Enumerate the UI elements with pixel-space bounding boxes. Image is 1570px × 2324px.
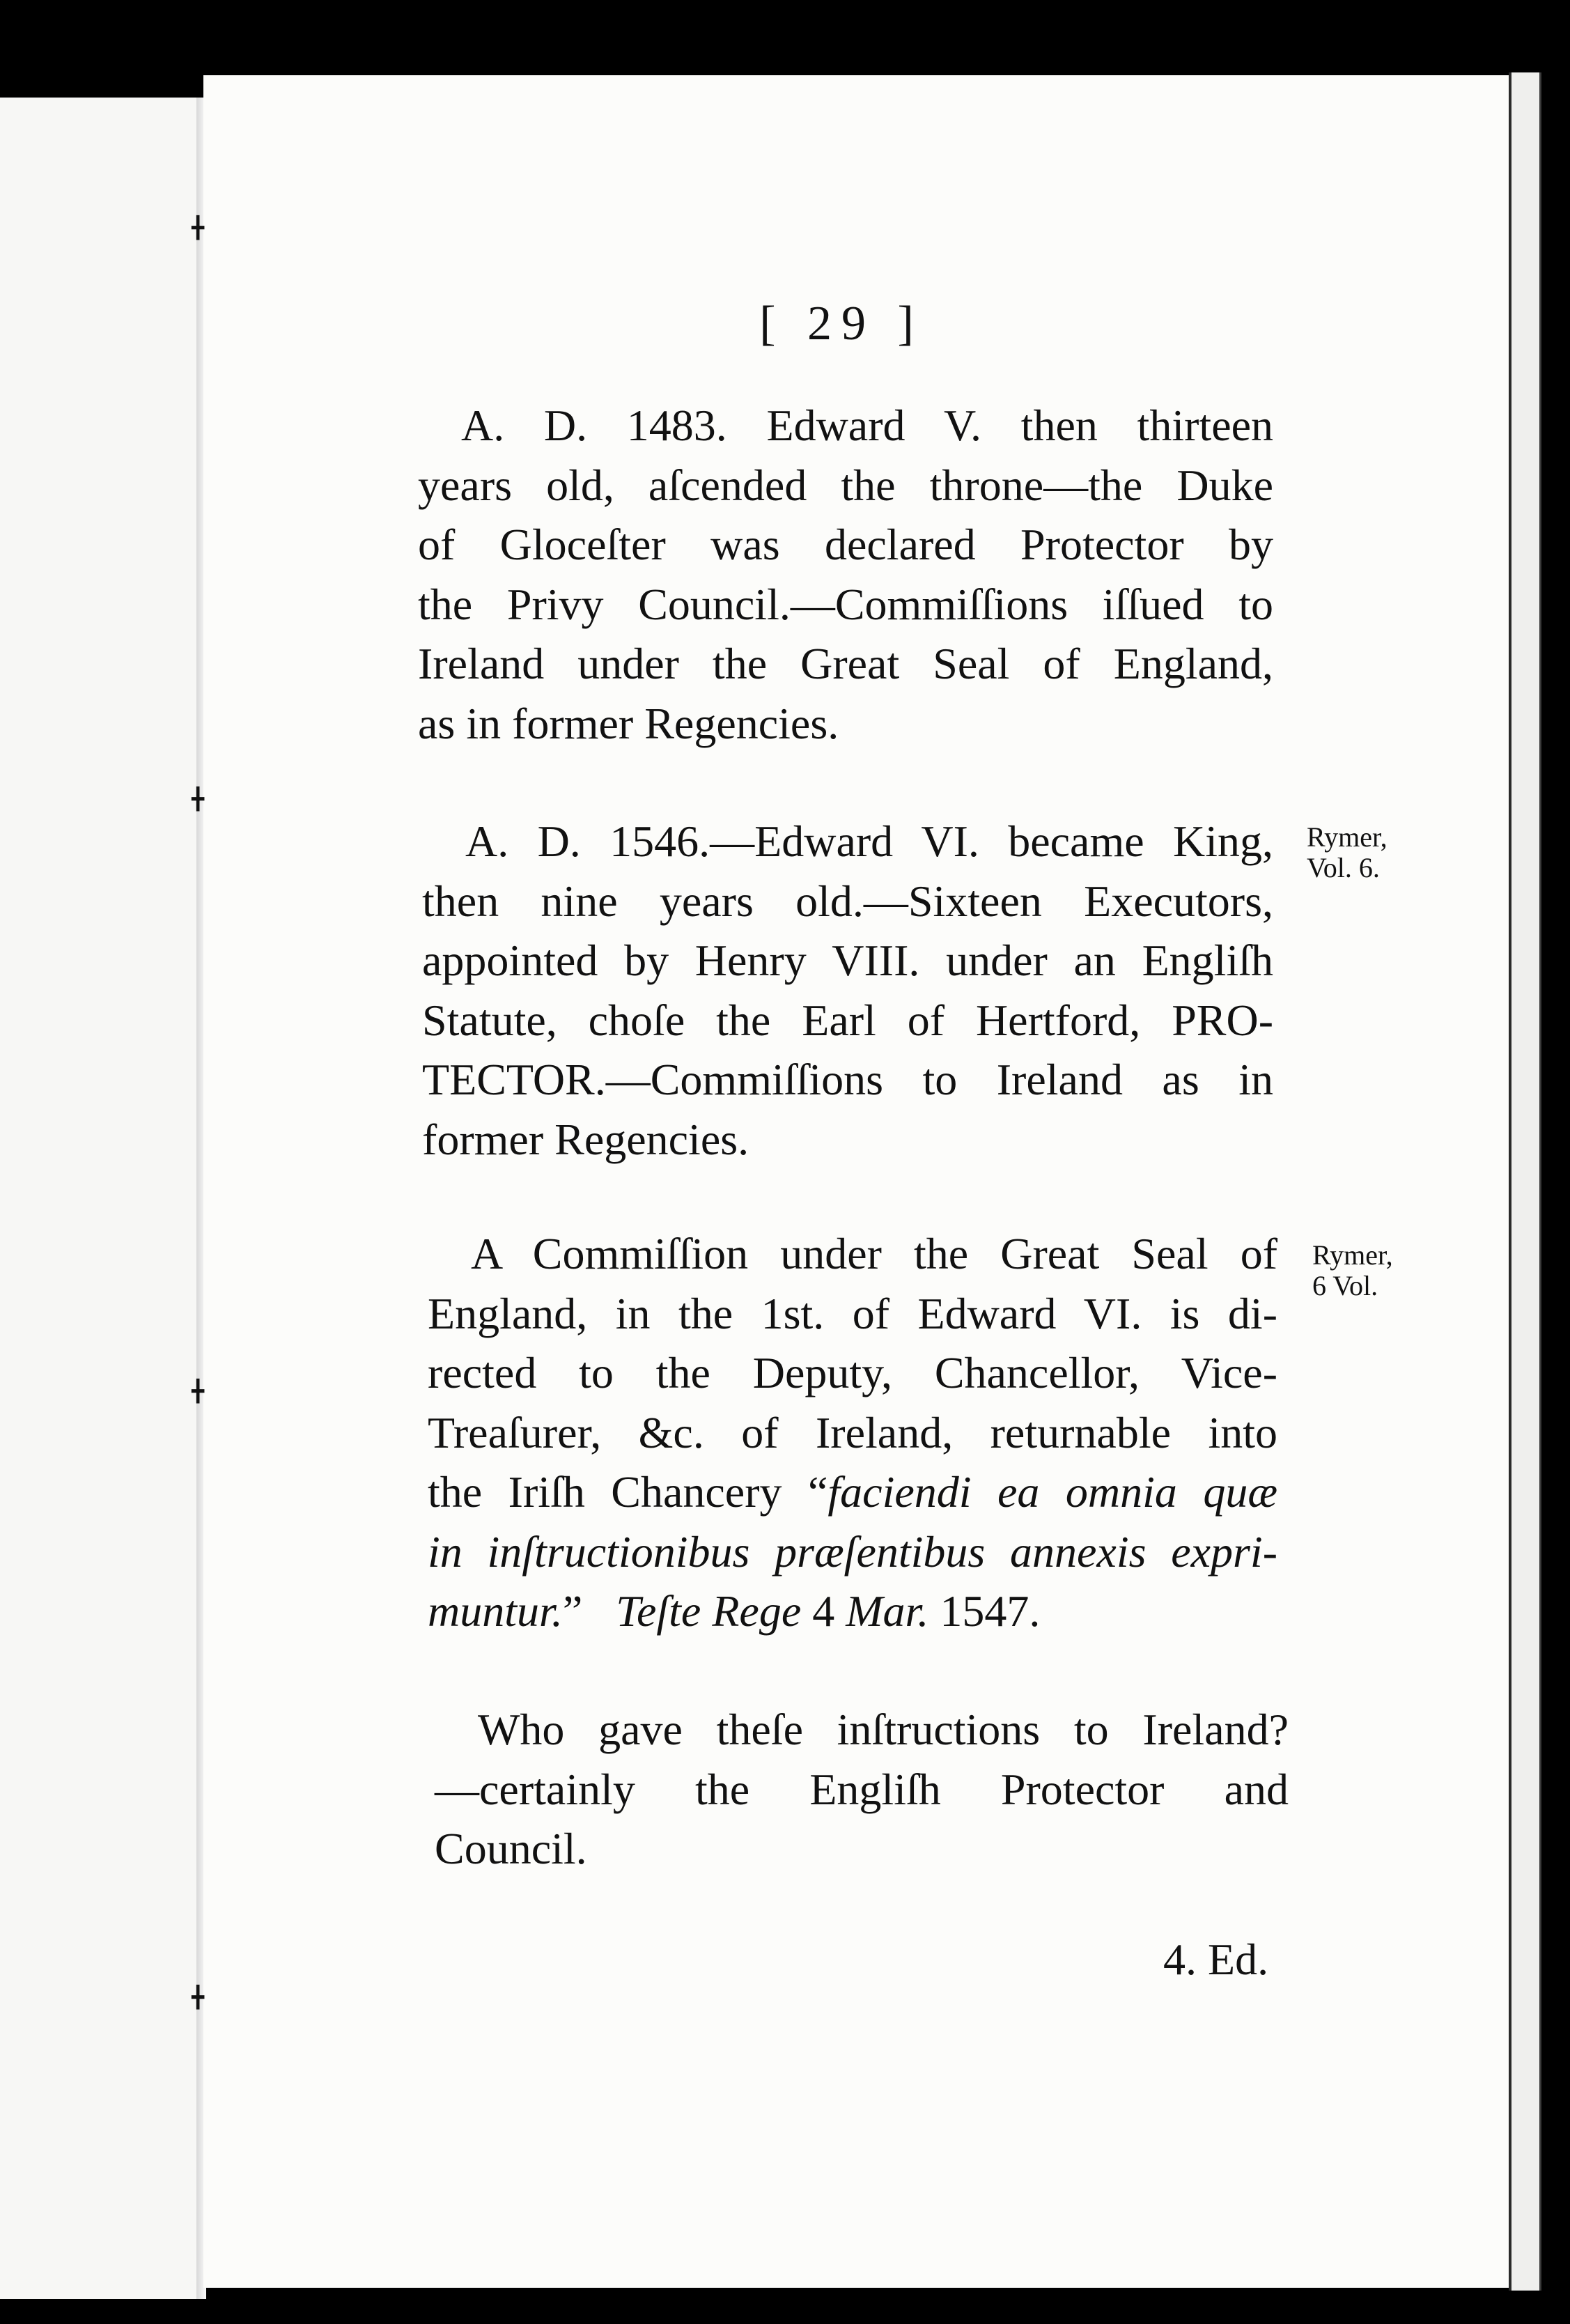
text-line: muntur.” Teſte Rege 4 Mar. 1547. bbox=[428, 1586, 1041, 1636]
text-line: Treaſurer, &c. of Ireland, returnable into bbox=[428, 1407, 1277, 1457]
margin-note-line: Rymer, bbox=[1307, 821, 1388, 853]
margin-note-line: Vol. 6. bbox=[1307, 852, 1380, 883]
stitch-mark: ╋ bbox=[192, 1380, 205, 1403]
page-edge bbox=[1509, 72, 1541, 2291]
text-line: years old, aſcended the throne—the Duke bbox=[418, 460, 1273, 510]
text-line: England, in the 1st. of Edward VI. is di- bbox=[428, 1288, 1277, 1338]
margin-note-rymer-2 bbox=[1312, 1240, 1393, 1301]
teste-rege: Teſte Rege bbox=[616, 1586, 802, 1636]
text-line: Who gave theſe inſtructions to Ireland? bbox=[478, 1705, 1289, 1754]
paragraph-question bbox=[435, 1700, 1289, 1879]
text-line: Ireland under the Great Seal of England, bbox=[418, 639, 1273, 688]
stitch-mark: ╋ bbox=[192, 1986, 205, 2009]
left-page-margin bbox=[0, 98, 205, 2299]
stitch-mark: ╋ bbox=[192, 217, 205, 240]
text-line: A. D. 1546.—Edward VI. became King, bbox=[465, 816, 1273, 866]
text-line: —certainly the Engliſh Protector and bbox=[435, 1764, 1289, 1814]
text-line: Statute, choſe the Earl of Hertford, PRO- bbox=[422, 995, 1273, 1045]
text-line: TECTOR.—Commiſſions to Ireland as in bbox=[422, 1055, 1273, 1104]
date-day: 4 bbox=[812, 1586, 835, 1636]
paragraph-1483 bbox=[418, 396, 1273, 753]
latin-quote: muntur. bbox=[428, 1586, 563, 1636]
text-line: appointed by Henry VIII. under an Engliſh bbox=[422, 936, 1273, 985]
text-line: A Commiſſion under the Great Seal of bbox=[471, 1229, 1277, 1278]
catchword: 4. Ed. bbox=[1163, 1935, 1269, 1984]
date-year: 1547. bbox=[940, 1586, 1041, 1636]
text-line bbox=[428, 1522, 1277, 1582]
date-month: Mar. bbox=[846, 1586, 929, 1636]
text-line: A. D. 1483. Edward V. then thirteen bbox=[461, 401, 1273, 450]
text-line: then nine years old.—Sixteen Executors, bbox=[422, 876, 1273, 926]
margin-note-line: Rymer, bbox=[1312, 1239, 1393, 1271]
latin-quote: in inſtructionibus præſentibus annexis expri- bbox=[428, 1526, 1277, 1577]
margin-note-rymer-1 bbox=[1307, 822, 1388, 883]
text-line: of Gloceſter was declared Protector by bbox=[418, 520, 1273, 569]
margin-note-line: 6 Vol. bbox=[1312, 1270, 1378, 1301]
chancery-text: the Iriſh Chancery bbox=[428, 1467, 782, 1517]
latin-quote: faciendi ea omnia quæ bbox=[827, 1467, 1278, 1517]
paragraph-commission bbox=[428, 1224, 1277, 1641]
text-line: former Regencies. bbox=[422, 1114, 749, 1164]
stitch-mark: ╋ bbox=[192, 788, 205, 811]
paragraph-1546 bbox=[422, 812, 1273, 1169]
text-line: the Iriſh Chancery “faciendi ea omnia quæ bbox=[428, 1467, 1278, 1517]
text-line: Council. bbox=[435, 1824, 587, 1873]
text-line: the Privy Council.—Commiſſions iſſued to bbox=[418, 579, 1273, 629]
text-line: rected to the Deputy, Chancellor, Vice- bbox=[428, 1348, 1277, 1397]
page-number: [ 29 ] bbox=[759, 297, 924, 350]
text-line: as in former Regencies. bbox=[418, 698, 839, 748]
